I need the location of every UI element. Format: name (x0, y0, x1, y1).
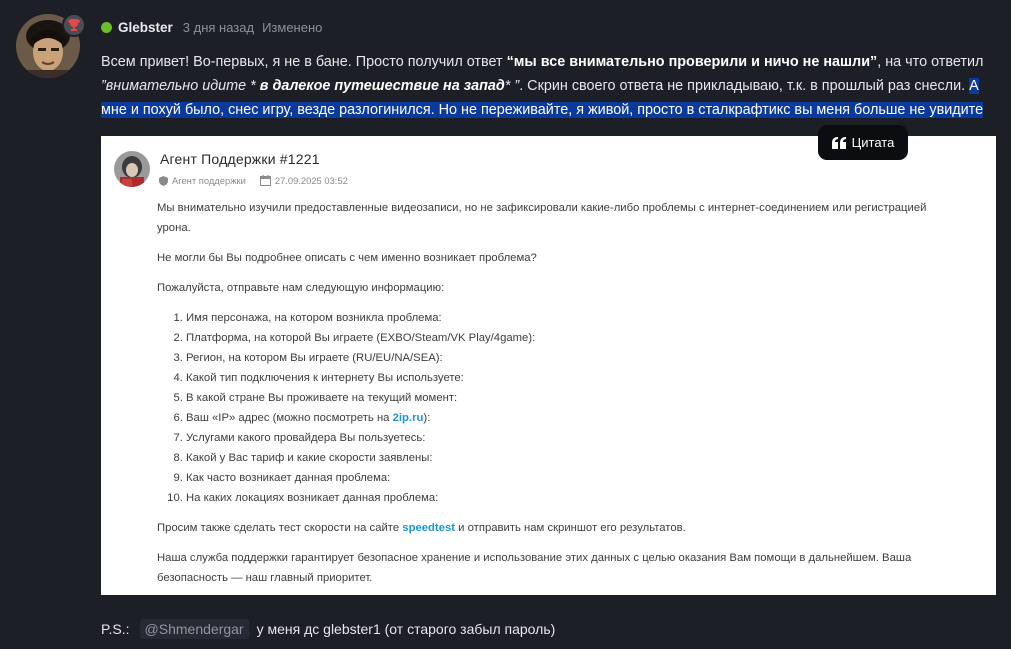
ps-line (101, 619, 555, 639)
ticket-paragraph: Мы внимательно изучили предоставленные видеозаписи, но не зафиксировали какие-либо проблемы с интернет-соединением или регистрацией урона. (157, 202, 927, 234)
trophy-badge (62, 13, 86, 37)
agent-role: Агент поддержки (172, 175, 246, 186)
post-italic-quote: ”внимательно идите * (101, 78, 260, 94)
list-item: 8. Какой у Вас тариф и какие скорости заявлены: (186, 448, 957, 468)
quote-button[interactable] (818, 125, 908, 160)
quote-button-label: Цитата (851, 135, 895, 150)
ticket-paragraph: Пожалуйста, отправьте нам следующую информацию: (157, 282, 445, 294)
list-item: 2. Платформа, на которой Вы играете (EXBO/Steam/VK Play/4game): (186, 328, 957, 348)
quote-icon (832, 137, 846, 149)
agent-name: Агент Поддержки #1221 (160, 151, 320, 167)
ps-label: P.S.: (101, 621, 130, 637)
ticket-paragraph: Не могли бы Вы подробнее описать с чем именно возникает проблема? (157, 252, 537, 264)
post-after-italic: . Скрин своего ответа не прикладываю, т.к. в прошлый раз снесли. (519, 78, 970, 94)
list-item: 9. Как часто возникает данная проблема: (186, 468, 957, 488)
list-item: 3. Регион, на котором Вы играете (RU/EU/NA/SEA): (186, 348, 957, 368)
post-bold-italic: в далекое путешествие на запад (259, 78, 505, 94)
agent-meta (159, 175, 348, 186)
list-item: 5. В какой стране Вы проживаете на текущий момент: (186, 388, 957, 408)
shield-icon (159, 176, 168, 186)
highlighted-selection[interactable]: А мне и похуй было, снес игру, везде разлогинился. Но не переживайте, я живой, просто в сталкрафтикс вы меня больше не увидите (101, 78, 984, 118)
user-mention[interactable]: @Shmendergar (140, 619, 249, 639)
trophy-icon (67, 18, 81, 32)
list-item: 7. Услугами какого провайдера Вы пользуетесь: (186, 428, 957, 448)
list-item: 4. Какой тип подключения к интернету Вы используете: (186, 368, 957, 388)
edited-label: Изменено (262, 19, 323, 35)
list-item: 1. Имя персонажа, на котором возникла проблема: (186, 308, 957, 328)
post-text (101, 50, 996, 122)
ticket-date: 27.09.2025 03:52 (274, 175, 348, 186)
list-item-tail: ): (423, 412, 431, 424)
post-after-bold: , на что ответил (877, 54, 984, 70)
ticket-paragraph: Наша служба поддержки гарантирует безопасное хранение и использование этих данных с целью оказания Вам помощи в дальнейшем. Ваша безопасность — наш главный приоритет. (157, 552, 912, 584)
speedtest-text-pre: Просим также сделать тест скорости на сайте (157, 522, 403, 534)
post-meta (101, 18, 322, 36)
info-request-list (157, 308, 957, 508)
list-item: 10. На каких локациях возникает данная проблема: (186, 488, 957, 508)
support-ticket-image[interactable] (101, 136, 996, 595)
online-status-dot (101, 22, 112, 33)
post-timestamp[interactable]: 3 дня назад (182, 19, 255, 35)
list-item (186, 408, 957, 428)
author-username[interactable]: Glebster (118, 19, 173, 35)
calendar-icon (260, 175, 271, 186)
ticket-paragraph (157, 518, 957, 538)
agent-avatar (114, 151, 150, 187)
agent-avatar-icon (114, 151, 150, 187)
ip-link[interactable]: 2ip.ru (392, 412, 424, 424)
post-italic-tail: * ” (504, 78, 520, 94)
post-intro: Всем привет! Во-первых, я не в бане. Просто получил ответ (101, 54, 507, 70)
ticket-body (157, 198, 957, 588)
speedtest-text-post: и отправить нам скриншот его результатов. (455, 522, 686, 534)
speedtest-link[interactable]: speedtest (402, 522, 456, 534)
ps-text: у меня дс glebster1 (от старого забыл пароль) (256, 621, 556, 637)
list-item-text: Ваш «IP» адрес (можно посмотреть на (186, 412, 393, 424)
post-bold-quote: “мы все внимательно проверили и ничо не нашли” (506, 54, 878, 70)
